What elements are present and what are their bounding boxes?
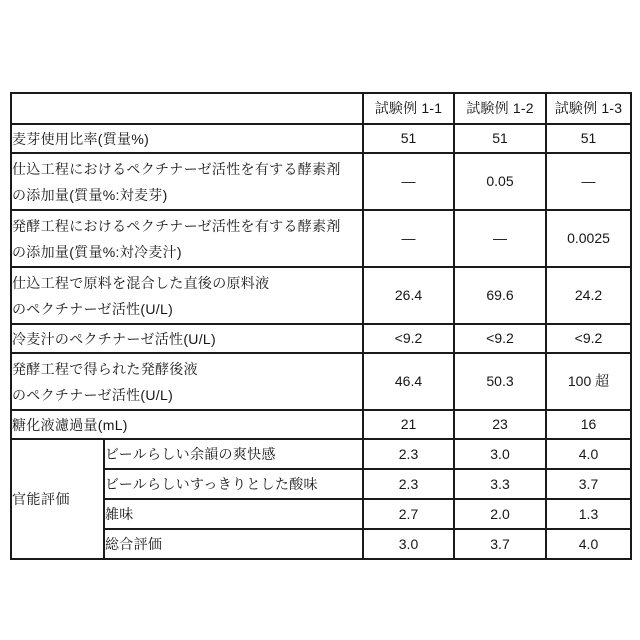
cell-value: 50.3 bbox=[454, 353, 546, 410]
cell-value: 2.3 bbox=[363, 469, 454, 499]
cell-value: 69.6 bbox=[454, 267, 546, 324]
cell-value: 1.3 bbox=[546, 499, 631, 529]
row-label: 雑味 bbox=[104, 499, 363, 529]
row-label: 仕込工程におけるペクチナーゼ活性を有する酵素剤 の添加量(質量%:対麦芽) bbox=[11, 153, 363, 210]
cell-value: 51 bbox=[546, 124, 631, 153]
table-row-raw-liquid-activity bbox=[11, 267, 631, 324]
row-label: 総合評価 bbox=[104, 529, 363, 559]
cell-value: — bbox=[363, 153, 454, 210]
row-label: 冷麦汁のペクチナーゼ活性(U/L) bbox=[11, 324, 363, 353]
row-label: 仕込工程で原料を混合した直後の原料液 のペクチナーゼ活性(U/L) bbox=[11, 267, 363, 324]
table-row-sensory-off-flavor bbox=[11, 499, 631, 529]
cell-value: — bbox=[363, 210, 454, 267]
row-label: 麦芽使用比率(質量%) bbox=[11, 124, 363, 153]
cell-value: 23 bbox=[454, 410, 546, 439]
experiment-results-table bbox=[10, 92, 632, 560]
cell-value: <9.2 bbox=[454, 324, 546, 353]
header-row bbox=[11, 93, 631, 124]
cell-value: 21 bbox=[363, 410, 454, 439]
cell-value: 4.0 bbox=[546, 529, 631, 559]
cell-value: 2.3 bbox=[363, 439, 454, 469]
cell-value: 3.0 bbox=[454, 439, 546, 469]
row-label: ビールらしい余韻の爽快感 bbox=[104, 439, 363, 469]
cell-value: 3.7 bbox=[546, 469, 631, 499]
sensory-group-label: 官能評価 bbox=[11, 439, 104, 559]
table-row-cold-wort-activity bbox=[11, 324, 631, 353]
cell-value: 26.4 bbox=[363, 267, 454, 324]
cell-value: 24.2 bbox=[546, 267, 631, 324]
cell-value: 0.0025 bbox=[546, 210, 631, 267]
cell-value: <9.2 bbox=[546, 324, 631, 353]
cell-value: 3.7 bbox=[454, 529, 546, 559]
cell-value: 46.4 bbox=[363, 353, 454, 410]
cell-value: 0.05 bbox=[454, 153, 546, 210]
cell-value: 2.0 bbox=[454, 499, 546, 529]
cell-value: 2.7 bbox=[363, 499, 454, 529]
cell-value: 16 bbox=[546, 410, 631, 439]
cell-value: — bbox=[546, 153, 631, 210]
row-label: ビールらしいすっきりとした酸味 bbox=[104, 469, 363, 499]
table-row-sensory-overall bbox=[11, 529, 631, 559]
table-row-sensory-clean-acidity bbox=[11, 469, 631, 499]
cell-value: 51 bbox=[454, 124, 546, 153]
table-row-malt-ratio bbox=[11, 124, 631, 153]
table-row-sensory-refreshing-aftertaste bbox=[11, 439, 631, 469]
corner-cell bbox=[11, 93, 363, 124]
column-header-test-1-2: 試験例 1-2 bbox=[454, 93, 546, 124]
row-label: 発酵工程で得られた発酵後液 のペクチナーゼ活性(U/L) bbox=[11, 353, 363, 410]
cell-value: 3.3 bbox=[454, 469, 546, 499]
cell-value: 4.0 bbox=[546, 439, 631, 469]
cell-value: — bbox=[454, 210, 546, 267]
column-header-test-1-3: 試験例 1-3 bbox=[546, 93, 631, 124]
cell-value: 51 bbox=[363, 124, 454, 153]
cell-value: 3.0 bbox=[363, 529, 454, 559]
table-row-fermentation-enzyme-dose bbox=[11, 210, 631, 267]
table-row-post-fermentation-activity bbox=[11, 353, 631, 410]
cell-value: 100 超 bbox=[546, 353, 631, 410]
table-row-filtration-volume bbox=[11, 410, 631, 439]
table-row-mashing-enzyme-dose bbox=[11, 153, 631, 210]
cell-value: <9.2 bbox=[363, 324, 454, 353]
column-header-test-1-1: 試験例 1-1 bbox=[363, 93, 454, 124]
row-label: 発酵工程におけるペクチナーゼ活性を有する酵素剤 の添加量(質量%:対冷麦汁) bbox=[11, 210, 363, 267]
row-label: 糖化液濾過量(mL) bbox=[11, 410, 363, 439]
